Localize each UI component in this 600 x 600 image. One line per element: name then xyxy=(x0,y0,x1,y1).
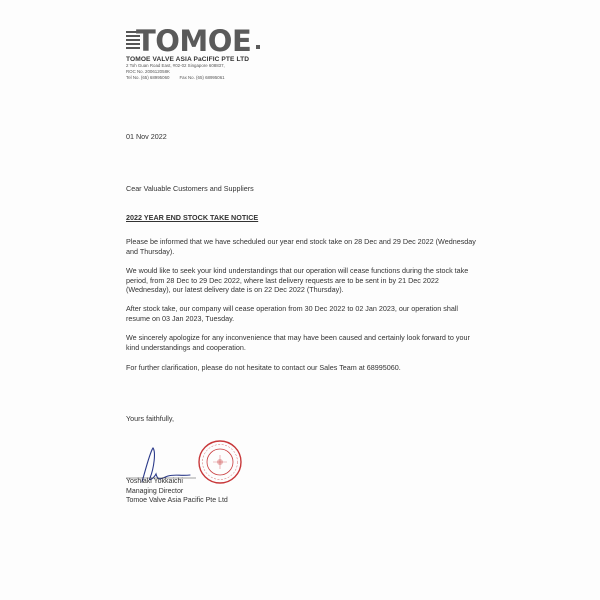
company-name: TOMOE VALVE ASIA PaCIFIC PTE LTD xyxy=(126,56,250,63)
paragraph-2: We would like to seek your kind understandings that our operation will cease functions during the stock take period, from 28 Dec to 29 Dec 2022, where last delivery requests are to be sent in by 21 Dec 2022 (Wednesday), our latest delivery date is on 22 Dec 2022 (Thursday). xyxy=(126,266,469,294)
company-logo xyxy=(126,26,426,56)
letter-closing: Yours faithfully, xyxy=(126,414,174,423)
paragraph-4: We sincerely apologize for any inconvenience that may have been caused and certainly look forward to your kind understandings and cooperation. xyxy=(126,333,470,352)
paragraph-5: For further clarification, please do not hesitate to contact our Sales Team at 68995060. xyxy=(126,363,401,372)
paragraph-3: After stock take, our company will cease operation from 30 Dec 2022 to 02 Jan 2023, our operation shall resume on 03 Jan 2023, Tuesday. xyxy=(126,304,459,323)
letterhead xyxy=(126,26,426,81)
logo-wordmark: TOMOE xyxy=(136,24,252,58)
logo-dot-icon xyxy=(256,45,260,49)
paragraph-1: Please be informed that we have scheduled our year end stock take on 28 Dec and 29 Dec 2022 (Wednesday and Thursday). xyxy=(126,237,476,256)
company-address: 2 Toh Guan Road East, #02-02 Singapore 608837, xyxy=(126,63,225,68)
company-fax: Fax No. (65) 68995061 xyxy=(179,75,225,80)
signatory-name: Yoshiaki Yokkaichi xyxy=(126,478,183,485)
company-roc: ROC No. 200612058K xyxy=(126,69,170,74)
company-tel: Tel No. (65) 68995060 xyxy=(126,75,170,80)
company-contact xyxy=(126,75,426,81)
letter-subject: 2022 YEAR END STOCK TAKE NOTICE xyxy=(126,213,259,222)
letter-salutation: Cear Valuable Customers and Suppliers xyxy=(126,184,254,193)
signatory-company: Tomoe Valve Asia Pacific Pte Ltd xyxy=(126,497,228,504)
signatory-title: Managing Director xyxy=(126,487,184,495)
signatory-block xyxy=(126,477,228,506)
letter-date: 01 Nov 2022 xyxy=(126,132,167,141)
